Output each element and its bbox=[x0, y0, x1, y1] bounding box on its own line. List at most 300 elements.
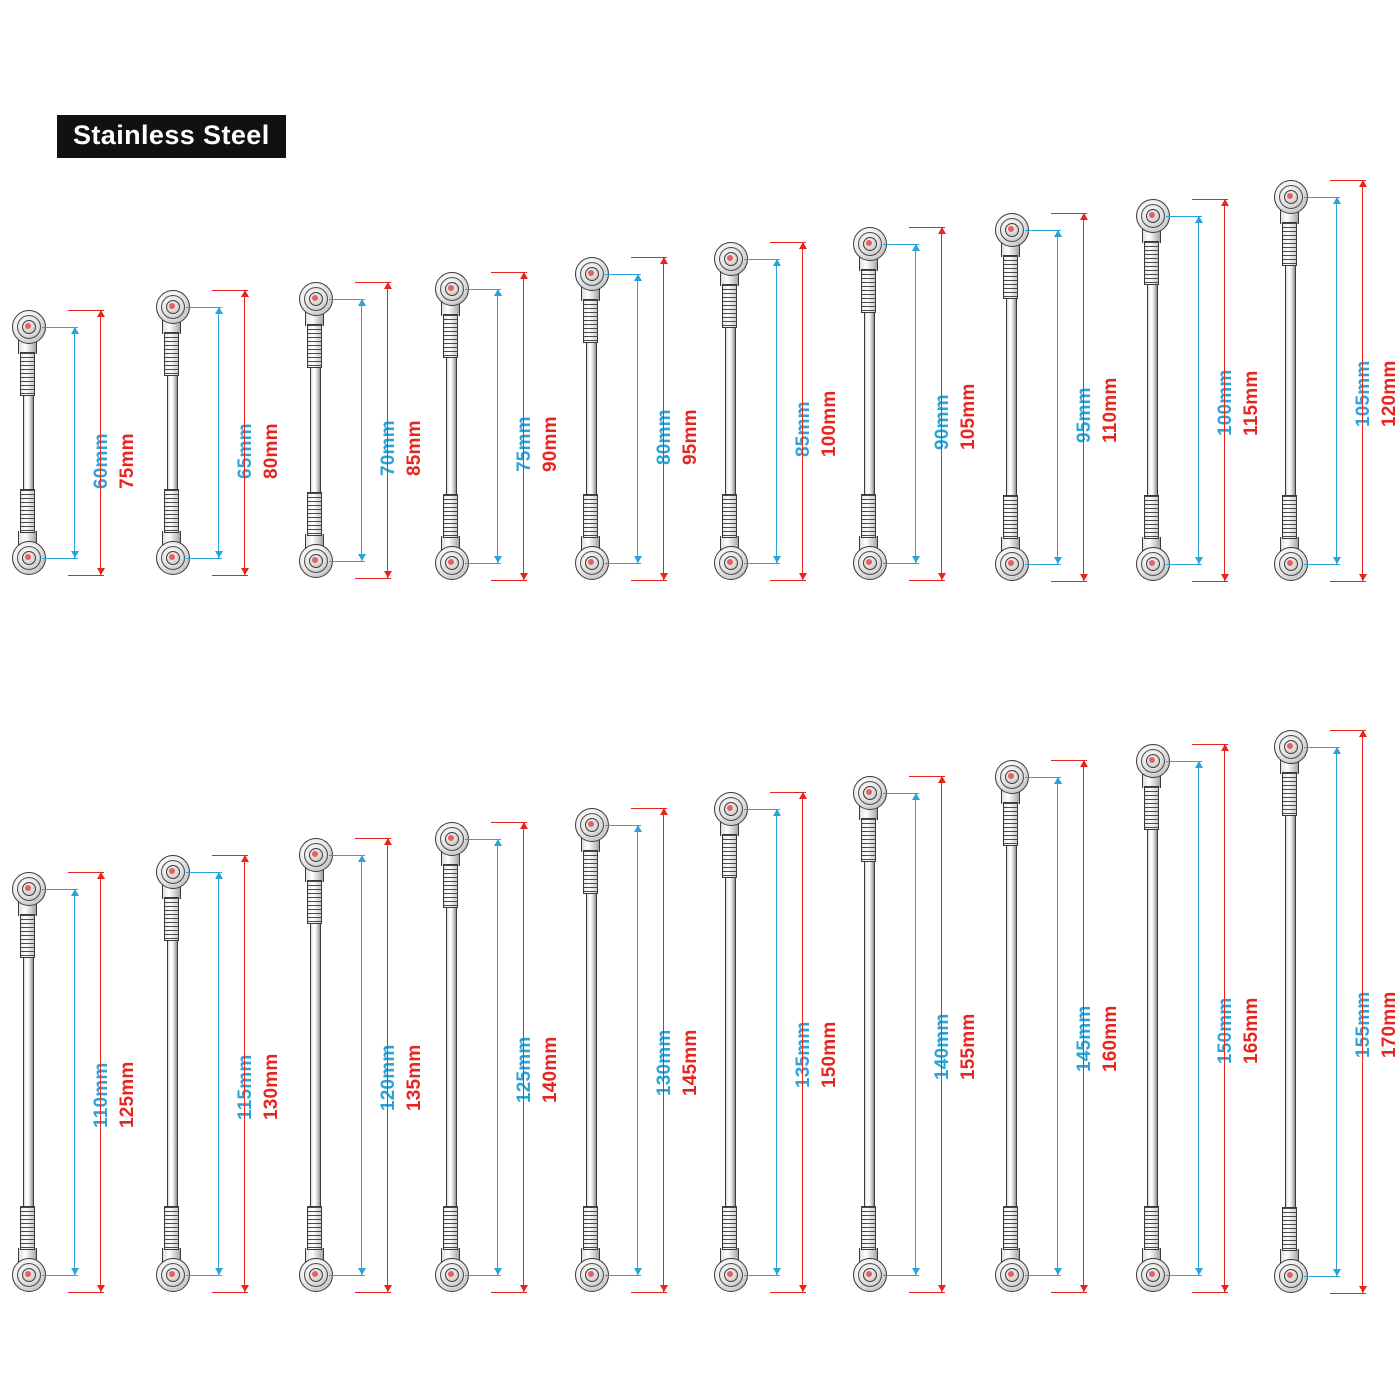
dim-inner-link-160-label: 145mm bbox=[1074, 1005, 1095, 1072]
dim-inner-link-80-tick-bottom bbox=[186, 558, 222, 559]
threaded-collar-bottom bbox=[722, 494, 737, 538]
rod-shaft bbox=[586, 842, 597, 1258]
dim-inner-link-105-tick-bottom bbox=[883, 563, 919, 564]
dim-outer-link-85-label: 85mm bbox=[404, 420, 425, 476]
dim-inner-link-165-label: 150mm bbox=[1215, 997, 1236, 1064]
ball-joint-bottom bbox=[853, 546, 885, 580]
dim-outer-link-85-arrow-bottom bbox=[384, 571, 392, 578]
ball-joint-top-pin bbox=[448, 285, 454, 291]
rod-shaft bbox=[1006, 794, 1017, 1258]
dim-inner-link-100-arrow-top bbox=[773, 259, 781, 266]
ball-joint-top bbox=[575, 257, 607, 291]
rod-shaft bbox=[864, 810, 875, 1258]
dim-outer-link-135-arrow-bottom bbox=[384, 1285, 392, 1292]
dim-inner-link-135-arrow-bottom bbox=[358, 1268, 366, 1275]
dim-outer-link-130-arrow-top bbox=[241, 855, 249, 862]
dim-outer-link-165-line bbox=[1224, 744, 1225, 1292]
dim-outer-link-80-label: 80mm bbox=[261, 422, 282, 479]
dim-inner-link-170-arrow-top bbox=[1333, 747, 1341, 754]
threaded-collar-top bbox=[722, 834, 737, 878]
dim-inner-link-140-line bbox=[497, 839, 498, 1275]
dim-inner-link-110-line bbox=[1057, 230, 1058, 564]
dim-inner-link-80-arrow-bottom bbox=[215, 551, 223, 558]
dim-outer-link-135-line bbox=[387, 838, 388, 1292]
ball-joint-bottom bbox=[435, 1258, 467, 1292]
threaded-collar-bottom bbox=[722, 1206, 737, 1250]
dim-inner-link-150-label: 135mm bbox=[793, 1021, 814, 1088]
dim-outer-link-110-tick-bottom bbox=[1051, 581, 1087, 582]
threaded-collar-bottom bbox=[1282, 495, 1297, 539]
ball-joint-bottom bbox=[575, 546, 607, 580]
dim-inner-link-120-arrow-bottom bbox=[1333, 557, 1341, 564]
dim-outer-link-120-arrow-top bbox=[1359, 180, 1367, 187]
threaded-collar-top bbox=[583, 850, 598, 894]
dim-inner-link-75-tick-bottom bbox=[42, 558, 78, 559]
rod-shaft bbox=[446, 856, 457, 1258]
dim-inner-link-95-tick-bottom bbox=[605, 563, 641, 564]
dim-outer-link-100-line bbox=[802, 242, 803, 580]
ball-joint-bottom bbox=[1274, 547, 1306, 581]
dim-outer-link-160-arrow-top bbox=[1080, 760, 1088, 767]
ball-joint-bottom-pin bbox=[1287, 560, 1293, 566]
threaded-collar-bottom bbox=[1282, 1207, 1297, 1251]
ball-joint-top-pin bbox=[588, 821, 594, 827]
ball-joint-bottom-pin bbox=[1149, 1271, 1155, 1277]
threaded-collar-bottom bbox=[583, 1206, 598, 1250]
ball-joint-bottom-pin bbox=[866, 1271, 872, 1277]
dim-outer-link-150-arrow-bottom bbox=[799, 1285, 807, 1292]
dim-inner-link-135-label: 120mm bbox=[378, 1044, 399, 1111]
threaded-collar-bottom bbox=[164, 489, 179, 533]
dim-inner-link-170-tick-bottom bbox=[1304, 1276, 1340, 1277]
dim-outer-link-140-line bbox=[523, 822, 524, 1292]
ball-joint-top bbox=[12, 872, 44, 906]
dim-outer-link-105-label: 105mm bbox=[958, 383, 979, 450]
ball-joint-top bbox=[1136, 744, 1168, 778]
dim-outer-link-95-arrow-bottom bbox=[660, 573, 668, 580]
dim-inner-link-105-label: 90mm bbox=[932, 393, 953, 450]
dim-outer-link-160-line bbox=[1083, 760, 1084, 1292]
dim-inner-link-130-line bbox=[218, 872, 219, 1275]
ball-joint-bottom bbox=[299, 1258, 331, 1292]
dim-inner-link-120-tick-bottom bbox=[1304, 564, 1340, 565]
ball-joint-bottom-pin bbox=[727, 1271, 733, 1277]
ball-joint-top-pin bbox=[169, 303, 175, 309]
threaded-collar-top bbox=[164, 332, 179, 376]
dim-inner-link-130-tick-bottom bbox=[186, 1275, 222, 1276]
ball-joint-top bbox=[1274, 180, 1306, 214]
threaded-collar-top bbox=[307, 880, 322, 924]
ball-joint-bottom-pin bbox=[1008, 1271, 1014, 1277]
threaded-collar-top bbox=[1282, 772, 1297, 816]
ball-joint-top bbox=[575, 808, 607, 842]
dim-inner-link-125-label: 110mm bbox=[91, 1062, 112, 1128]
dim-outer-link-150-tick-bottom bbox=[770, 1292, 806, 1293]
dim-outer-link-95-line bbox=[663, 257, 664, 580]
dim-inner-link-120-arrow-top bbox=[1333, 197, 1341, 204]
ball-joint-bottom bbox=[435, 546, 467, 580]
dim-inner-link-85-line bbox=[361, 299, 362, 561]
dim-outer-link-135-label: 135mm bbox=[404, 1044, 425, 1111]
dim-outer-link-155-arrow-top bbox=[938, 776, 946, 783]
dim-outer-link-160-arrow-bottom bbox=[1080, 1285, 1088, 1292]
dim-outer-link-145-line bbox=[663, 808, 664, 1292]
dim-outer-link-125-line bbox=[100, 872, 101, 1292]
dim-inner-link-80-label: 65mm bbox=[235, 422, 256, 479]
dim-outer-link-125-tick-bottom bbox=[68, 1292, 104, 1293]
threaded-collar-top bbox=[861, 269, 876, 313]
dim-outer-link-125-arrow-bottom bbox=[97, 1285, 105, 1292]
dim-outer-link-130-label: 130mm bbox=[261, 1053, 282, 1120]
dim-outer-link-130-tick-bottom bbox=[212, 1292, 248, 1293]
ball-joint-bottom-pin bbox=[727, 559, 733, 565]
dim-outer-link-75-arrow-top bbox=[97, 310, 105, 317]
dim-outer-link-140-tick-bottom bbox=[491, 1292, 527, 1293]
dim-outer-link-95-arrow-top bbox=[660, 257, 668, 264]
ball-joint-top bbox=[853, 776, 885, 810]
ball-joint-top-pin bbox=[25, 323, 31, 329]
dim-outer-link-85-tick-bottom bbox=[355, 578, 391, 579]
dim-outer-link-100-arrow-top bbox=[799, 242, 807, 249]
dim-outer-link-75-line bbox=[100, 310, 101, 575]
dim-inner-link-95-arrow-bottom bbox=[634, 556, 642, 563]
rod-shaft bbox=[1285, 764, 1296, 1259]
dim-inner-link-100-line bbox=[776, 259, 777, 563]
ball-joint-top bbox=[156, 855, 188, 889]
dim-outer-link-145-label: 145mm bbox=[680, 1029, 701, 1096]
threaded-collar-top bbox=[307, 324, 322, 368]
dim-outer-link-95-tick-bottom bbox=[631, 580, 667, 581]
dim-inner-link-160-line bbox=[1057, 777, 1058, 1275]
dim-inner-link-160-arrow-bottom bbox=[1054, 1268, 1062, 1275]
dim-inner-link-75-line bbox=[74, 327, 75, 558]
threaded-collar-bottom bbox=[861, 1206, 876, 1250]
ball-joint-bottom bbox=[714, 1258, 746, 1292]
dim-inner-link-165-line bbox=[1198, 761, 1199, 1275]
dim-inner-link-125-arrow-bottom bbox=[71, 1268, 79, 1275]
dim-inner-link-130-label: 115mm bbox=[235, 1054, 256, 1120]
ball-joint-top-pin bbox=[1149, 212, 1155, 218]
threaded-collar-top bbox=[1144, 241, 1159, 285]
dim-inner-link-145-tick-bottom bbox=[605, 1275, 641, 1276]
ball-joint-bottom-pin bbox=[312, 1271, 318, 1277]
dim-inner-link-115-label: 100mm bbox=[1215, 369, 1236, 436]
ball-joint-top-pin bbox=[588, 270, 594, 276]
ball-joint-bottom-pin bbox=[866, 559, 872, 565]
dim-inner-link-150-arrow-top bbox=[773, 809, 781, 816]
ball-joint-top bbox=[156, 290, 188, 324]
rod-shaft bbox=[167, 889, 178, 1258]
dim-outer-link-115-line bbox=[1224, 199, 1225, 581]
dim-inner-link-165-tick-bottom bbox=[1166, 1275, 1202, 1276]
dim-outer-link-80-arrow-top bbox=[241, 290, 249, 297]
dim-inner-link-155-arrow-bottom bbox=[912, 1268, 920, 1275]
threaded-collar-top bbox=[1003, 802, 1018, 846]
threaded-collar-bottom bbox=[307, 492, 322, 536]
dim-inner-link-170-arrow-bottom bbox=[1333, 1269, 1341, 1276]
dim-inner-link-145-label: 130mm bbox=[654, 1029, 675, 1096]
dim-inner-link-85-label: 70mm bbox=[378, 420, 399, 476]
dim-outer-link-115-arrow-bottom bbox=[1221, 574, 1229, 581]
rod-shaft bbox=[310, 872, 321, 1258]
dim-outer-link-170-tick-bottom bbox=[1330, 1293, 1366, 1294]
dim-outer-link-110-arrow-top bbox=[1080, 213, 1088, 220]
ball-joint-bottom-pin bbox=[169, 554, 175, 560]
dim-inner-link-100-tick-bottom bbox=[744, 563, 780, 564]
threaded-collar-top bbox=[20, 352, 35, 396]
threaded-collar-bottom bbox=[164, 1206, 179, 1250]
dim-inner-link-165-arrow-bottom bbox=[1195, 1268, 1203, 1275]
ball-joint-bottom bbox=[12, 541, 44, 575]
dim-outer-link-120-tick-bottom bbox=[1330, 581, 1366, 582]
threaded-collar-top bbox=[164, 897, 179, 941]
dim-outer-link-160-tick-bottom bbox=[1051, 1292, 1087, 1293]
ball-joint-bottom bbox=[995, 547, 1027, 581]
dim-outer-link-120-line bbox=[1362, 180, 1363, 581]
threaded-collar-bottom bbox=[1003, 1206, 1018, 1250]
ball-joint-bottom bbox=[1136, 1258, 1168, 1292]
dim-outer-link-85-line bbox=[387, 282, 388, 578]
dim-inner-link-110-arrow-bottom bbox=[1054, 557, 1062, 564]
dim-outer-link-95-label: 95mm bbox=[680, 408, 701, 465]
dim-inner-link-90-arrow-bottom bbox=[494, 556, 502, 563]
dim-inner-link-150-tick-bottom bbox=[744, 1275, 780, 1276]
dim-inner-link-110-label: 95mm bbox=[1074, 387, 1095, 443]
dim-inner-link-140-arrow-top bbox=[494, 839, 502, 846]
dim-inner-link-115-arrow-bottom bbox=[1195, 557, 1203, 564]
ball-joint-bottom bbox=[156, 541, 188, 575]
ball-joint-bottom-pin bbox=[448, 1271, 454, 1277]
dim-inner-link-115-tick-bottom bbox=[1166, 564, 1202, 565]
ball-joint-top-pin bbox=[1287, 743, 1293, 749]
ball-joint-top-pin bbox=[169, 868, 175, 874]
dim-outer-link-90-label: 90mm bbox=[540, 416, 561, 472]
ball-joint-bottom-pin bbox=[1149, 560, 1155, 566]
dim-inner-link-145-arrow-top bbox=[634, 825, 642, 832]
dim-outer-link-80-arrow-bottom bbox=[241, 568, 249, 575]
ball-joint-bottom-pin bbox=[1008, 560, 1014, 566]
dim-outer-link-145-tick-bottom bbox=[631, 1292, 667, 1293]
threaded-collar-bottom bbox=[861, 494, 876, 538]
dim-inner-link-155-label: 140mm bbox=[932, 1013, 953, 1080]
ball-joint-top bbox=[714, 792, 746, 826]
dim-outer-link-80-line bbox=[244, 290, 245, 575]
dim-outer-link-155-line bbox=[941, 776, 942, 1292]
dim-inner-link-160-arrow-top bbox=[1054, 777, 1062, 784]
dim-outer-link-145-arrow-bottom bbox=[660, 1285, 668, 1292]
ball-joint-top bbox=[299, 282, 331, 316]
dim-inner-link-105-arrow-bottom bbox=[912, 556, 920, 563]
dim-outer-link-120-arrow-bottom bbox=[1359, 574, 1367, 581]
dim-outer-link-90-tick-bottom bbox=[491, 580, 527, 581]
ball-joint-top bbox=[853, 227, 885, 261]
dim-outer-link-170-arrow-bottom bbox=[1359, 1286, 1367, 1293]
dim-inner-link-95-arrow-top bbox=[634, 274, 642, 281]
ball-joint-bottom-pin bbox=[588, 559, 594, 565]
ball-joint-bottom bbox=[995, 1258, 1027, 1292]
page-title: Stainless Steel bbox=[57, 115, 286, 158]
dim-inner-link-125-line bbox=[74, 889, 75, 1275]
dim-outer-link-140-label: 140mm bbox=[540, 1036, 561, 1103]
dim-outer-link-170-label: 170mm bbox=[1379, 991, 1400, 1058]
dim-outer-link-155-arrow-bottom bbox=[938, 1285, 946, 1292]
rod-shaft bbox=[725, 826, 736, 1258]
dim-outer-link-165-arrow-top bbox=[1221, 744, 1229, 751]
dim-inner-link-170-line bbox=[1336, 747, 1337, 1276]
dim-inner-link-110-arrow-top bbox=[1054, 230, 1062, 237]
dim-inner-link-115-line bbox=[1198, 216, 1199, 564]
dim-inner-link-150-line bbox=[776, 809, 777, 1275]
dim-outer-link-170-line bbox=[1362, 730, 1363, 1293]
dim-outer-link-130-line bbox=[244, 855, 245, 1292]
dim-outer-link-80-tick-bottom bbox=[212, 575, 248, 576]
dim-inner-link-95-line bbox=[637, 274, 638, 563]
dim-outer-link-130-arrow-bottom bbox=[241, 1285, 249, 1292]
ball-joint-top-pin bbox=[866, 789, 872, 795]
dim-outer-link-100-arrow-bottom bbox=[799, 573, 807, 580]
dim-outer-link-155-tick-bottom bbox=[909, 1292, 945, 1293]
ball-joint-bottom-pin bbox=[25, 1271, 31, 1277]
dim-inner-link-155-arrow-top bbox=[912, 793, 920, 800]
dim-outer-link-115-arrow-top bbox=[1221, 199, 1229, 206]
threaded-collar-bottom bbox=[443, 1206, 458, 1250]
dim-outer-link-165-arrow-bottom bbox=[1221, 1285, 1229, 1292]
dim-inner-link-165-arrow-top bbox=[1195, 761, 1203, 768]
dim-outer-link-105-arrow-top bbox=[938, 227, 946, 234]
dim-inner-link-155-tick-bottom bbox=[883, 1275, 919, 1276]
dim-outer-link-90-line bbox=[523, 272, 524, 580]
dim-outer-link-150-line bbox=[802, 792, 803, 1292]
threaded-collar-top bbox=[1144, 786, 1159, 830]
dim-outer-link-110-arrow-bottom bbox=[1080, 574, 1088, 581]
dim-inner-link-135-arrow-top bbox=[358, 855, 366, 862]
ball-joint-top bbox=[299, 838, 331, 872]
dim-outer-link-105-arrow-bottom bbox=[938, 573, 946, 580]
dim-inner-link-85-tick-bottom bbox=[329, 561, 365, 562]
ball-joint-top bbox=[714, 242, 746, 276]
dim-outer-link-120-label: 120mm bbox=[1379, 360, 1400, 427]
dim-outer-link-150-label: 150mm bbox=[819, 1021, 840, 1088]
threaded-collar-top bbox=[1003, 255, 1018, 299]
dim-inner-link-120-line bbox=[1336, 197, 1337, 564]
ball-joint-bottom bbox=[299, 544, 331, 578]
rod-shaft bbox=[1147, 778, 1158, 1258]
ball-joint-top-pin bbox=[727, 805, 733, 811]
ball-joint-top bbox=[435, 272, 467, 306]
ball-joint-bottom-pin bbox=[169, 1271, 175, 1277]
dim-inner-link-140-label: 125mm bbox=[514, 1036, 535, 1103]
threaded-collar-bottom bbox=[1003, 495, 1018, 539]
dim-inner-link-140-arrow-bottom bbox=[494, 1268, 502, 1275]
ball-joint-top-pin bbox=[866, 240, 872, 246]
dim-inner-link-115-arrow-top bbox=[1195, 216, 1203, 223]
dim-inner-link-90-label: 75mm bbox=[514, 416, 535, 472]
dim-inner-link-135-tick-bottom bbox=[329, 1275, 365, 1276]
dim-outer-link-90-arrow-bottom bbox=[520, 573, 528, 580]
dim-inner-link-145-line bbox=[637, 825, 638, 1275]
dim-outer-link-115-tick-bottom bbox=[1192, 581, 1228, 582]
threaded-collar-top bbox=[443, 864, 458, 908]
dim-inner-link-100-label: 85mm bbox=[793, 401, 814, 457]
dim-outer-link-160-label: 160mm bbox=[1100, 1005, 1121, 1072]
ball-joint-top-pin bbox=[312, 851, 318, 857]
ball-joint-top-pin bbox=[1149, 757, 1155, 763]
threaded-collar-top bbox=[583, 299, 598, 343]
dim-outer-link-110-label: 110mm bbox=[1100, 377, 1121, 443]
dim-inner-link-170-label: 155mm bbox=[1353, 991, 1374, 1058]
dim-inner-link-135-line bbox=[361, 855, 362, 1275]
dim-inner-link-125-tick-bottom bbox=[42, 1275, 78, 1276]
threaded-collar-top bbox=[443, 314, 458, 358]
ball-joint-bottom bbox=[853, 1258, 885, 1292]
dim-outer-link-135-tick-bottom bbox=[355, 1292, 391, 1293]
ball-joint-top bbox=[12, 310, 44, 344]
dim-outer-link-155-label: 155mm bbox=[958, 1013, 979, 1080]
dim-outer-link-100-label: 100mm bbox=[819, 390, 840, 457]
dim-inner-link-85-arrow-bottom bbox=[358, 554, 366, 561]
ball-joint-top-pin bbox=[312, 295, 318, 301]
dim-inner-link-85-arrow-top bbox=[358, 299, 366, 306]
dim-inner-link-140-tick-bottom bbox=[465, 1275, 501, 1276]
threaded-collar-top bbox=[1282, 222, 1297, 266]
ball-joint-bottom bbox=[714, 546, 746, 580]
ball-joint-top-pin bbox=[1008, 226, 1014, 232]
dim-outer-link-75-tick-bottom bbox=[68, 575, 104, 576]
dim-outer-link-90-arrow-top bbox=[520, 272, 528, 279]
threaded-collar-top bbox=[722, 284, 737, 328]
ball-joint-bottom-pin bbox=[588, 1271, 594, 1277]
dim-outer-link-105-line bbox=[941, 227, 942, 580]
dim-inner-link-130-arrow-top bbox=[215, 872, 223, 879]
dim-inner-link-75-arrow-bottom bbox=[71, 551, 79, 558]
dim-outer-link-145-arrow-top bbox=[660, 808, 668, 815]
ball-joint-top-pin bbox=[25, 885, 31, 891]
dim-inner-link-150-arrow-bottom bbox=[773, 1268, 781, 1275]
ball-joint-top-pin bbox=[1287, 193, 1293, 199]
dim-outer-link-140-arrow-top bbox=[520, 822, 528, 829]
dim-outer-link-125-label: 125mm bbox=[117, 1061, 138, 1128]
dim-inner-link-125-arrow-top bbox=[71, 889, 79, 896]
dim-inner-link-90-arrow-top bbox=[494, 289, 502, 296]
dim-inner-link-95-label: 80mm bbox=[654, 408, 675, 465]
dim-outer-link-85-arrow-top bbox=[384, 282, 392, 289]
dim-outer-link-115-label: 115mm bbox=[1241, 370, 1262, 436]
ball-joint-top bbox=[1136, 199, 1168, 233]
ball-joint-top bbox=[995, 213, 1027, 247]
dim-inner-link-105-arrow-top bbox=[912, 244, 920, 251]
ball-joint-bottom-pin bbox=[312, 557, 318, 563]
dim-outer-link-170-arrow-top bbox=[1359, 730, 1367, 737]
ball-joint-bottom-pin bbox=[25, 554, 31, 560]
dim-inner-link-120-label: 105mm bbox=[1353, 360, 1374, 427]
dim-inner-link-80-line bbox=[218, 307, 219, 558]
dim-inner-link-110-tick-bottom bbox=[1025, 564, 1061, 565]
dim-outer-link-140-arrow-bottom bbox=[520, 1285, 528, 1292]
dim-outer-link-125-arrow-top bbox=[97, 872, 105, 879]
ball-joint-bottom bbox=[12, 1258, 44, 1292]
ball-joint-bottom-pin bbox=[448, 559, 454, 565]
dim-inner-link-80-arrow-top bbox=[215, 307, 223, 314]
threaded-collar-bottom bbox=[583, 494, 598, 538]
dim-outer-link-75-label: 75mm bbox=[117, 432, 138, 489]
dim-outer-link-100-tick-bottom bbox=[770, 580, 806, 581]
ball-joint-bottom-pin bbox=[1287, 1272, 1293, 1278]
threaded-collar-top bbox=[20, 914, 35, 958]
threaded-collar-bottom bbox=[1144, 495, 1159, 539]
dim-outer-link-75-arrow-bottom bbox=[97, 568, 105, 575]
threaded-collar-bottom bbox=[443, 494, 458, 538]
dim-outer-link-110-line bbox=[1083, 213, 1084, 581]
